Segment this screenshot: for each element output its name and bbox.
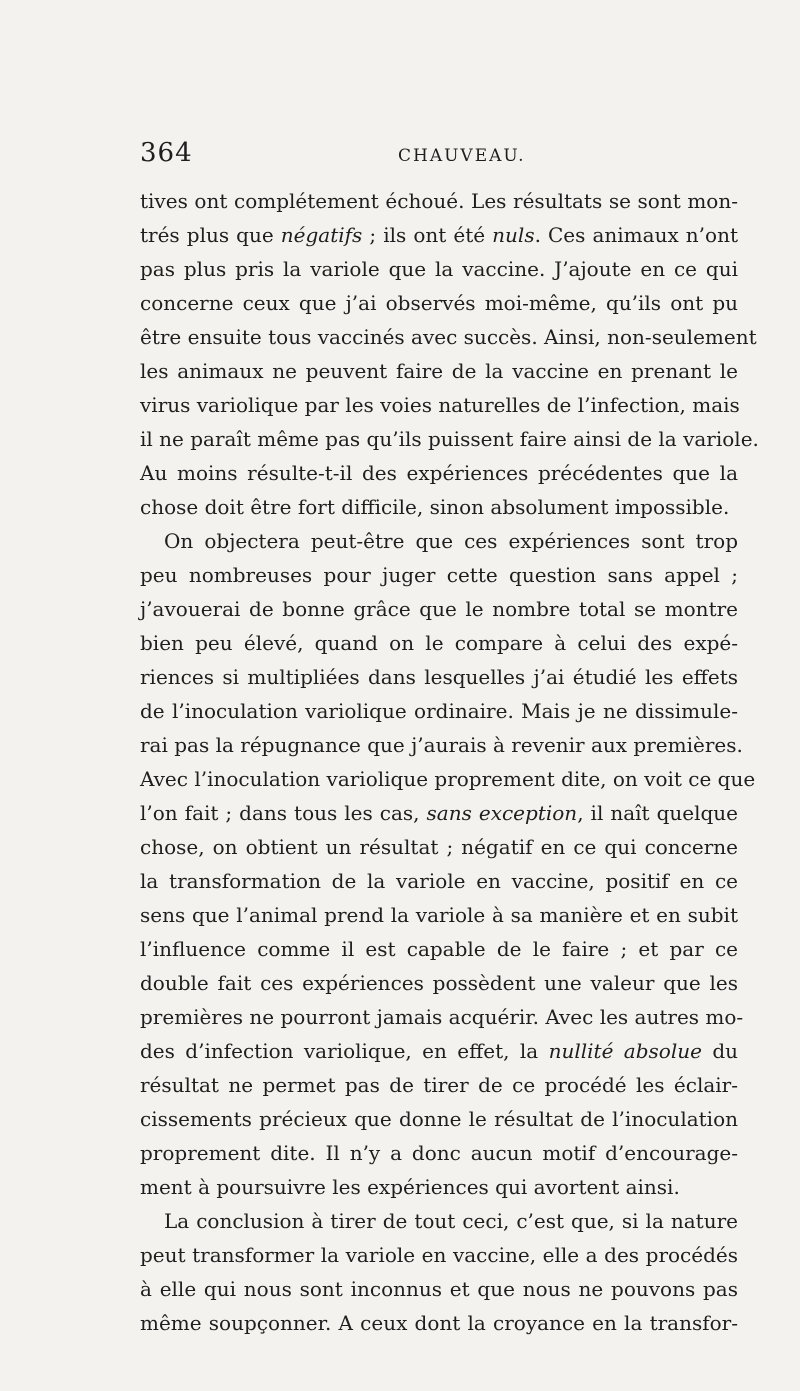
line-text: les animaux ne peuvent faire de la vaccine en prenant le: [140, 359, 738, 383]
text-line: [140, 1102, 738, 1136]
italic-text: négatifs: [280, 223, 363, 247]
line-text: premières ne pourront jamais acquérir. Avec les autres mo-: [140, 1005, 744, 1029]
text-line: [140, 524, 738, 558]
text-line: [140, 660, 738, 694]
text-line: [140, 1068, 738, 1102]
line-text: La conclusion à tirer de tout ceci, c’est que, si la nature: [164, 1209, 738, 1233]
text-line: [140, 1204, 738, 1238]
line-text: chose doit être fort difficile, sinon absolument impossible.: [140, 495, 730, 519]
line-text: même soupçonner. A ceux dont la croyance en la transfor-: [140, 1311, 738, 1335]
text-line: [140, 830, 738, 864]
running-head: CHAUVEAU.: [398, 146, 526, 166]
line-text: concerne ceux que j’ai observés moi-même, qu’ils ont pu: [140, 291, 738, 315]
text-line: [140, 728, 743, 762]
page-header: [140, 138, 740, 178]
line-text: chose, on obtient un résultat ; négatif en ce qui concerne: [140, 835, 738, 859]
line-text: l’on fait ; dans tous les cas,: [140, 801, 427, 825]
line-text: peut transformer la variole en vaccine, elle a des procédés: [140, 1243, 738, 1267]
text-line: [140, 1034, 738, 1068]
text-line: [140, 388, 738, 422]
text-line: [140, 218, 738, 252]
line-text: virus variolique par les voies naturelles de l’infection, mais: [140, 393, 740, 417]
text-line: [140, 1170, 738, 1204]
line-text: bien peu élevé, quand on le compare à celui des expé-: [140, 631, 738, 655]
text-line: [140, 558, 738, 592]
line-text: tives ont complétement échoué. Les résultats se sont mon-: [140, 189, 738, 213]
line-text: Au moins résulte-t-il des expériences précédentes que la: [140, 461, 738, 485]
text-line: [140, 966, 738, 1000]
text-line: [140, 1272, 738, 1306]
page-number: 364: [140, 138, 193, 168]
text-line: [140, 796, 738, 830]
text-line: [140, 762, 756, 796]
body-text: [140, 184, 759, 1340]
line-text: il ne paraît même pas qu’ils puissent faire ainsi de la variole.: [140, 427, 759, 451]
line-text: cissements précieux que donne le résultat de l’inoculation: [140, 1107, 738, 1131]
text-line: [140, 898, 738, 932]
line-text: ment à poursuivre les expériences qui avortent ainsi.: [140, 1175, 680, 1199]
line-text: pas plus pris la variole que la vaccine. J’ajoute en ce qui: [140, 257, 738, 281]
line-text: résultat ne permet pas de tirer de ce procédé les éclair-: [140, 1073, 738, 1097]
line-text: riences si multipliées dans lesquelles j’ai étudié les effets: [140, 665, 738, 689]
line-text: à elle qui nous sont inconnus et que nous ne pouvons pas: [140, 1277, 738, 1301]
line-text: peu nombreuses pour juger cette question sans appel ;: [140, 563, 738, 587]
line-text: être ensuite tous vaccinés avec succès. Ainsi, non-seulement: [140, 325, 757, 349]
line-text: trés plus que: [140, 223, 281, 247]
line-text: proprement dite. Il n’y a donc aucun motif d’encourage-: [140, 1141, 738, 1165]
text-line: [140, 320, 757, 354]
italic-text: nullité absolue: [548, 1039, 702, 1063]
text-line: [140, 1136, 738, 1170]
text-line: [140, 184, 738, 218]
line-text: des d’infection variolique, en effet, la: [140, 1039, 549, 1063]
text-line: [140, 864, 738, 898]
line-text: . Ces animaux n’ont: [534, 223, 739, 247]
line-text: ; ils ont été: [362, 223, 493, 247]
line-text: , il naît quelque: [577, 801, 739, 825]
line-text: la transformation de la variole en vaccine, positif en ce: [140, 869, 738, 893]
line-text: double fait ces expériences possèdent une valeur que les: [140, 971, 738, 995]
line-text: On objectera peut-être que ces expériences sont trop: [164, 529, 738, 553]
line-text: rai pas la répugnance que j’aurais à revenir aux premières.: [140, 733, 743, 757]
text-line: [140, 1306, 738, 1340]
line-text: de l’inoculation variolique ordinaire. Mais je ne dissimule-: [140, 699, 738, 723]
line-text: du: [701, 1039, 738, 1063]
text-line: [140, 490, 738, 524]
italic-text: nuls: [492, 223, 535, 247]
text-line: [140, 592, 738, 626]
text-line: [140, 1000, 744, 1034]
text-line: [140, 694, 738, 728]
text-line: [140, 354, 738, 388]
text-line: [140, 456, 738, 490]
text-line: [140, 422, 759, 456]
line-text: l’influence comme il est capable de le faire ; et par ce: [140, 937, 738, 961]
italic-text: sans exception: [426, 801, 578, 825]
text-line: [140, 626, 738, 660]
text-line: [140, 1238, 738, 1272]
line-text: Avec l’inoculation variolique proprement dite, on voit ce que: [140, 767, 756, 791]
text-line: [140, 932, 738, 966]
line-text: sens que l’animal prend la variole à sa manière et en subit: [140, 903, 738, 927]
line-text: j’avouerai de bonne grâce que le nombre total se montre: [140, 597, 738, 621]
text-line: [140, 252, 738, 286]
text-line: [140, 286, 738, 320]
